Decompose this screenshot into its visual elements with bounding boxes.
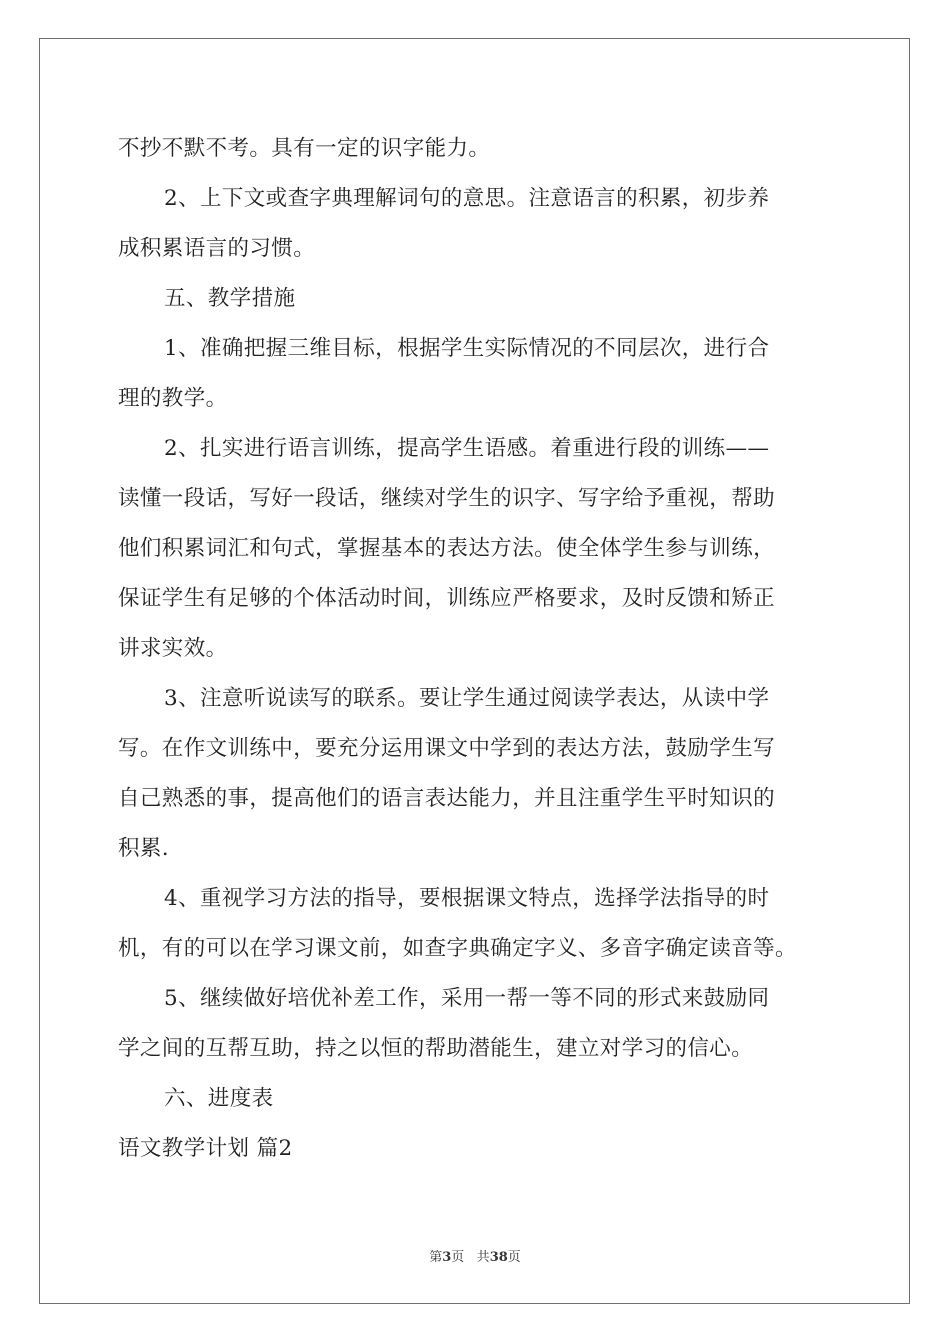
text-line: 读懂一段话，写好一段话，继续对学生的识字、写字给予重视，帮助 (118, 486, 776, 511)
text-line: 保证学生有足够的个体活动时间，训练应严格要求，及时反馈和矫正 (118, 586, 776, 611)
text-line: 1、准确把握三维目标，根据学生实际情况的不同层次，进行合 (164, 336, 770, 361)
page-footer (0, 1246, 950, 1265)
text-line: 写。在作文训练中，要充分运用课文中学到的表达方法，鼓励学生写 (118, 736, 776, 761)
page-number: 3 (442, 1250, 452, 1265)
text-line: 机，有的可以在学习课文前，如查字典确定字义、多音字确定读音等。 (118, 936, 797, 961)
text-line: 理的教学。 (118, 386, 228, 411)
text-line: 成积累语言的习惯。 (118, 236, 316, 261)
page-suffix: 页 (451, 1250, 465, 1265)
total-pages: 38 (489, 1250, 508, 1265)
text-line: 2、扎实进行语言训练，提高学生语感。着重进行段的训练—— (164, 436, 770, 461)
text-line: 积累. (118, 836, 170, 861)
text-line: 3、注意听说读写的联系。要让学生通过阅读学表达，从读中学 (164, 686, 770, 711)
text-line: 2、上下文或查字典理解词句的意思。注意语言的积累，初步养 (164, 186, 770, 211)
document-body (118, 124, 848, 1174)
section-heading: 六、进度表 (164, 1086, 274, 1111)
text-line: 4、重视学习方法的指导，要根据课文特点，选择学法指导的时 (164, 886, 770, 911)
document-title: 语文教学计划 篇2 (118, 1136, 293, 1161)
text-line: 不抄不默不考。具有一定的识字能力。 (118, 136, 491, 161)
text-line: 学之间的互帮互助，持之以恒的帮助潜能生，建立对学习的信心。 (118, 1036, 754, 1061)
total-prefix: 共 (476, 1250, 490, 1265)
total-suffix: 页 (507, 1250, 521, 1265)
text-line: 他们积累词汇和句式，掌握基本的表达方法。使全体学生参与训练， (118, 536, 776, 561)
page-prefix: 第 (429, 1250, 443, 1265)
text-line: 自己熟悉的事，提高他们的语言表达能力，并且注重学生平时知识的 (118, 786, 776, 811)
text-line: 5、继续做好培优补差工作，采用一帮一等不同的形式来鼓励同 (164, 986, 770, 1011)
section-heading: 五、教学措施 (164, 286, 296, 311)
text-line: 讲求实效。 (118, 636, 228, 661)
